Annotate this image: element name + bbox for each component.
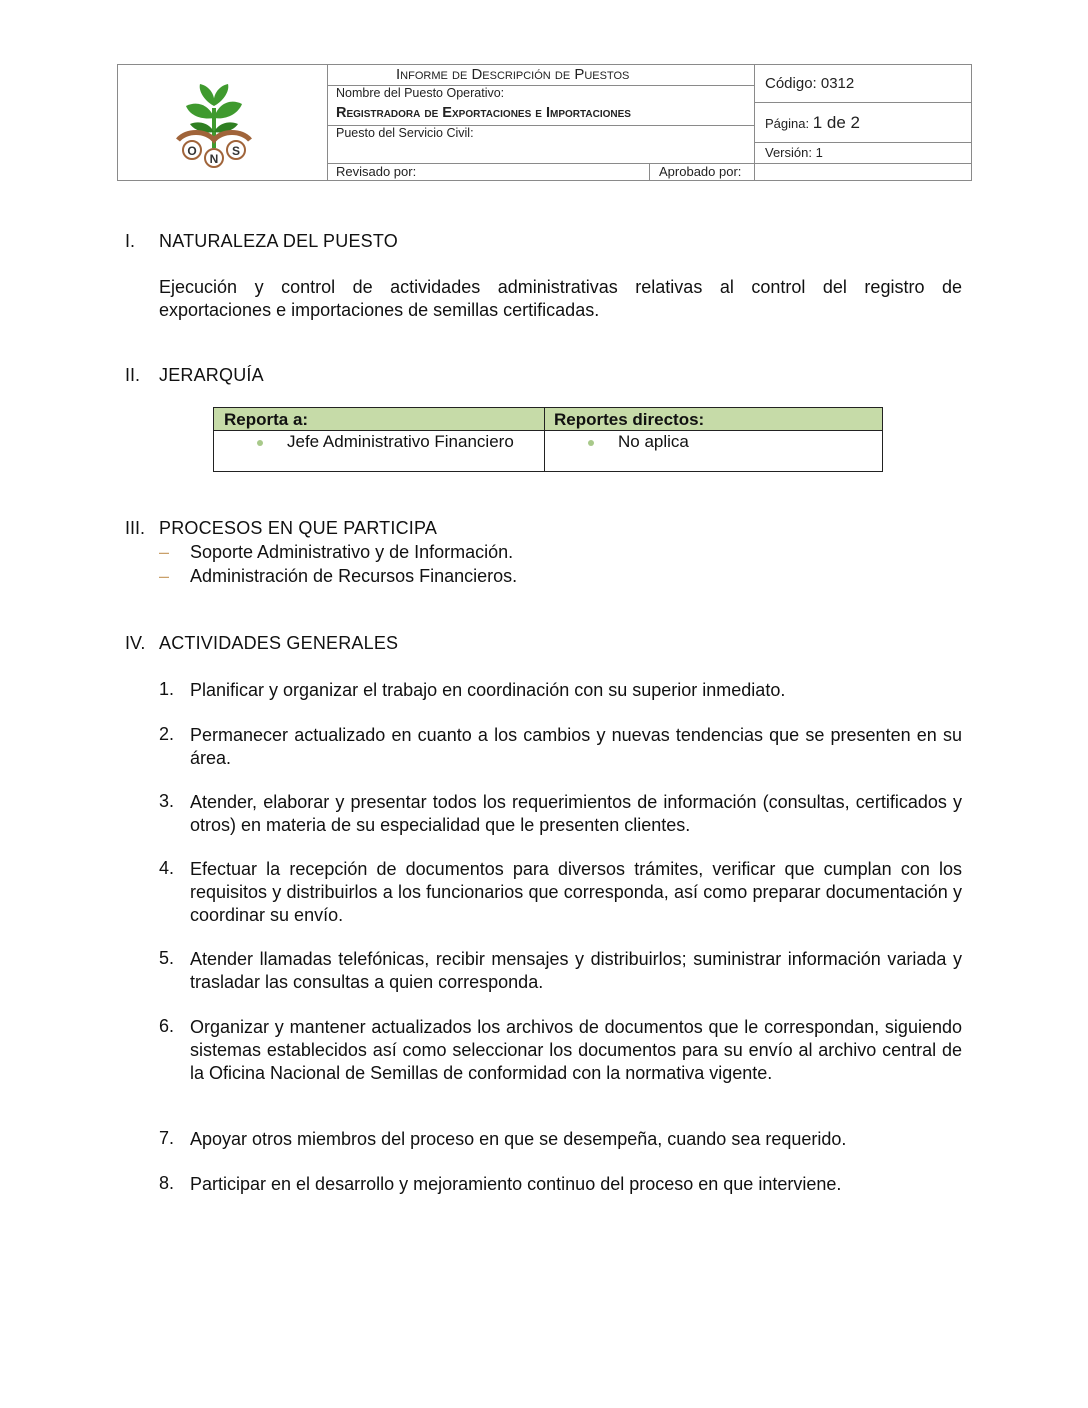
bullet-icon — [257, 440, 263, 446]
version: Versión: 1 — [765, 145, 823, 160]
ons-logo — [172, 78, 256, 168]
section-title-procesos: PROCESOS EN QUE PARTICIPA — [159, 518, 438, 538]
actividad-number: 6. — [159, 1016, 175, 1036]
header-divider — [754, 142, 972, 143]
section-number: IV. — [125, 633, 146, 653]
actividad-text: Apoyar otros miembros del proceso en que se desempeña, cuando sea requerido. — [190, 1129, 847, 1149]
actividad-number: 1. — [159, 679, 175, 699]
pagina-label: Página: — [765, 116, 810, 131]
jerarquia-table — [213, 407, 883, 472]
revisado-label: Revisado por: — [336, 164, 417, 179]
nombre-value: Registradora de Exportaciones e Importaciones — [336, 105, 631, 121]
section-title-naturaleza: NATURALEZA DEL PUESTO — [159, 231, 398, 251]
dash-bullet-icon: – — [159, 542, 170, 562]
aprobado-label: Aprobado por: — [659, 164, 742, 179]
section-title-actividades: ACTIVIDADES GENERALES — [159, 633, 399, 653]
actividad-text: Organizar y mantener actualizados los archivos de documentos que le correspondan, siguiendo sistemas establecidos así como seleccionar los documentos para su envío al archivo central de la Oficina Nacional de Semillas de conformidad con la normativa vigente. — [190, 1017, 962, 1083]
header-reporta-a: Reporta a: — [224, 410, 309, 429]
header-divider — [649, 163, 650, 181]
pagina — [765, 113, 860, 133]
header-divider — [754, 102, 972, 103]
actividad-number: 7. — [159, 1128, 175, 1148]
naturaleza-line-1: Ejecución y control de actividades administrativas relativas al control del registro de — [159, 277, 962, 297]
nombre-label: Nombre del Puesto Operativo: — [336, 86, 505, 100]
actividad-number: 8. — [159, 1173, 175, 1193]
section-title-jerarquia: JERARQUÍA — [159, 365, 264, 385]
actividad-text: Atender, elaborar y presentar todos los requerimientos de información (consultas, certificados y otros) en materia de su especialidad que le presenten clientes. — [190, 792, 962, 835]
actividad-text: Efectuar la recepción de documentos para diversos trámites, verificar que cumplan con los requisitos y distribuirlos a los funcionarios que corresponda, así como preparar documentación y coordinar su envío. — [190, 859, 962, 925]
actividad-number: 5. — [159, 948, 175, 968]
section-number: II. — [125, 365, 141, 385]
reporta-a-item: Jefe Administrativo Financiero — [287, 432, 514, 451]
actividad-text: Permanecer actualizado en cuanto a los cambios y nuevas tendencias que se presenten en su área. — [190, 725, 962, 768]
naturaleza-line-2: exportaciones e importaciones de semillas certificadas. — [159, 300, 600, 320]
actividad-number: 3. — [159, 791, 175, 811]
actividad-number: 2. — [159, 724, 175, 744]
header-reportes-directos: Reportes directos: — [554, 410, 705, 429]
dash-bullet-icon: – — [159, 566, 170, 586]
svg-text:O: O — [187, 144, 197, 158]
actividad-text: Participar en el desarrollo y mejoramiento continuo del proceso en que interviene. — [190, 1174, 842, 1194]
actividad-number: 4. — [159, 858, 175, 878]
header-divider — [327, 163, 972, 164]
section-number: I. — [125, 231, 136, 251]
reportes-directos-item: No aplica — [618, 432, 689, 451]
proceso-item: Administración de Recursos Financieros. — [190, 566, 518, 586]
actividad-text: Atender llamadas telefónicas, recibir mensajes y distribuirlos; suministrar información variada y trasladar las consultas a quien corresponda. — [190, 949, 962, 992]
report-title: Informe de Descripción de Puestos — [396, 66, 630, 83]
jerarquia-table-header — [214, 408, 882, 431]
proceso-item: Soporte Administrativo y de Información. — [190, 542, 514, 562]
bullet-icon — [588, 440, 594, 446]
servicio-label: Puesto del Servicio Civil: — [336, 126, 474, 140]
pagina-value: 1 de 2 — [812, 113, 860, 132]
actividad-text: Planificar y organizar el trabajo en coordinación con su superior inmediato. — [190, 680, 786, 700]
svg-text:S: S — [231, 144, 241, 158]
codigo: Código: 0312 — [765, 75, 855, 92]
svg-text:N: N — [209, 152, 219, 166]
section-number: III. — [125, 518, 146, 538]
jerarquia-column-divider — [544, 408, 545, 471]
